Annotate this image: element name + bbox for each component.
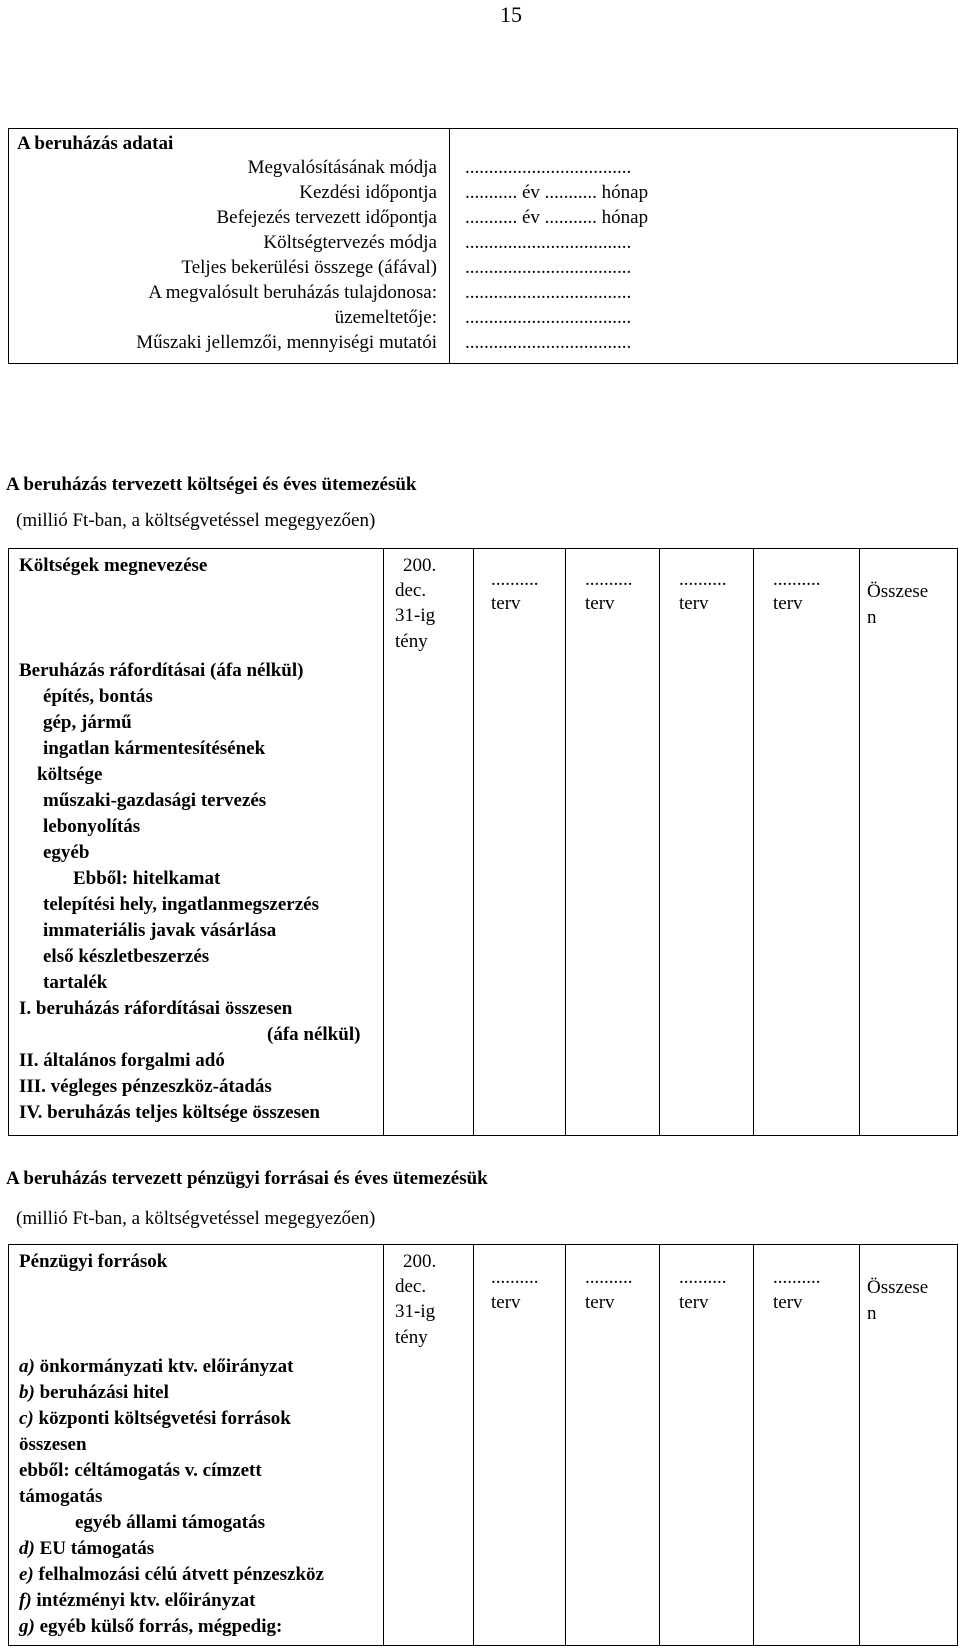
row-text: egyéb állami támogatás	[75, 1512, 265, 1533]
cost-row: (áfa nélkül)	[267, 1024, 361, 1045]
funding-row	[19, 1457, 262, 1484]
funding-row	[19, 1431, 87, 1458]
column-divider	[753, 549, 754, 1135]
row-text: EU támogatás	[34, 1538, 155, 1559]
row-prefix: d)	[19, 1538, 35, 1559]
actual-header-line: tény	[395, 1327, 428, 1348]
row-prefix: e)	[19, 1564, 34, 1585]
row-prefix: g)	[19, 1616, 35, 1637]
row-text: felhalmozási célú átvett pénzeszköz	[33, 1564, 324, 1585]
field-label: Költségtervezés módja	[263, 232, 437, 253]
cost-row: lebonyolítás	[43, 816, 141, 837]
field-label: A megvalósult beruházás tulajdonosa:	[148, 282, 437, 303]
total-header-line: n	[867, 607, 877, 628]
costs-section-subtitle: (millió Ft-ban, a költségvetéssel megegyezően)	[16, 510, 376, 531]
cost-row: építés, bontás	[43, 686, 153, 707]
plan-year-placeholder: ..........	[585, 569, 633, 590]
row-prefix: a)	[19, 1356, 35, 1377]
actual-header-line: dec.	[395, 580, 427, 601]
column-divider	[859, 549, 860, 1135]
field-value[interactable]: ...................................	[465, 232, 632, 253]
row-text: ebből: céltámogatás v. címzett	[19, 1460, 262, 1481]
funding-row	[19, 1535, 154, 1562]
column-divider	[565, 1245, 566, 1645]
plan-year-placeholder: ..........	[773, 569, 821, 590]
costs-section-title: A beruházás tervezett költségei és éves ütemezésük	[6, 474, 417, 495]
plan-year-placeholder: ..........	[679, 1267, 727, 1288]
project-data-heading: A beruházás adatai	[17, 133, 174, 154]
field-value[interactable]: ...................................	[465, 157, 632, 178]
plan-header: terv	[491, 593, 521, 614]
plan-header: terv	[773, 1292, 803, 1313]
column-divider	[565, 549, 566, 1135]
funding-table	[8, 1244, 958, 1646]
row-text: önkormányzati ktv. előirányzat	[34, 1356, 294, 1377]
field-label: Megvalósításának módja	[247, 157, 437, 178]
cost-row: műszaki-gazdasági tervezés	[43, 790, 267, 811]
column-divider	[449, 129, 450, 363]
field-value[interactable]: ...................................	[465, 332, 632, 353]
column-divider	[753, 1245, 754, 1645]
column-divider	[659, 1245, 660, 1645]
field-label: Befejezés tervezett időpontja	[216, 207, 437, 228]
field-value[interactable]: ........... év ........... hónap	[465, 207, 649, 228]
funding-row	[75, 1509, 265, 1536]
funding-name-header: Pénzügyi források	[19, 1251, 168, 1272]
cost-row: IV. beruházás teljes költsége összesen	[19, 1102, 320, 1123]
plan-year-placeholder: ..........	[679, 569, 727, 590]
field-value[interactable]: ........... év ........... hónap	[465, 182, 649, 203]
page-number: 15	[500, 2, 522, 27]
row-prefix: b)	[19, 1382, 35, 1403]
row-text: összesen	[19, 1434, 87, 1455]
field-label: Műszaki jellemzői, mennyiségi mutatói	[136, 332, 437, 353]
total-header-line: Összese	[867, 1277, 929, 1298]
plan-year-placeholder: ..........	[585, 1267, 633, 1288]
cost-row: egyéb	[43, 842, 90, 863]
funding-row	[19, 1613, 282, 1640]
project-data-table	[8, 128, 958, 364]
total-header-line: Összese	[867, 581, 929, 602]
actual-header-line: tény	[395, 631, 428, 652]
total-header-line: n	[867, 1303, 877, 1324]
actual-header-line: 200.	[403, 555, 437, 576]
field-value[interactable]: ...................................	[465, 307, 632, 328]
cost-row: Ebből: hitelkamat	[73, 868, 221, 889]
funding-section-subtitle: (millió Ft-ban, a költségvetéssel megegyezően)	[16, 1208, 376, 1229]
funding-row	[19, 1353, 293, 1380]
cost-row: gép, jármű	[43, 712, 132, 733]
row-text: támogatás	[19, 1486, 103, 1507]
row-prefix: c)	[19, 1408, 34, 1429]
cost-row: immateriális javak vásárlása	[43, 920, 277, 941]
funding-row	[19, 1483, 102, 1510]
cost-row: tartalék	[43, 972, 108, 993]
cost-row: II. általános forgalmi adó	[19, 1050, 225, 1071]
actual-header-line: dec.	[395, 1276, 427, 1297]
actual-header-line: 200.	[403, 1251, 437, 1272]
column-divider	[383, 1245, 384, 1645]
actual-header-line: 31-ig	[395, 605, 436, 626]
column-divider	[473, 1245, 474, 1645]
funding-row	[19, 1587, 255, 1614]
cost-row: ingatlan kármentesítésének	[43, 738, 266, 759]
plan-header: terv	[585, 593, 615, 614]
plan-year-placeholder: ..........	[491, 569, 539, 590]
cost-row: költsége	[37, 764, 103, 785]
funding-row	[19, 1379, 169, 1406]
row-text: intézményi ktv. előirányzat	[31, 1590, 256, 1611]
row-prefix: f)	[19, 1590, 32, 1611]
cost-row: telepítési hely, ingatlanmegszerzés	[43, 894, 319, 915]
plan-header: terv	[679, 1292, 709, 1313]
column-divider	[473, 549, 474, 1135]
costs-name-header: Költségek megnevezése	[19, 555, 208, 576]
cost-row: I. beruházás ráfordításai összesen	[19, 998, 293, 1019]
funding-row	[19, 1405, 291, 1432]
plan-header: terv	[585, 1292, 615, 1313]
field-value[interactable]: ...................................	[465, 282, 632, 303]
actual-header-line: 31-ig	[395, 1301, 436, 1322]
row-text: egyéb külső forrás, mégpedig:	[34, 1616, 283, 1637]
plan-header: terv	[679, 593, 709, 614]
plan-header: terv	[491, 1292, 521, 1313]
cost-row: Beruházás ráfordításai (áfa nélkül)	[19, 660, 304, 681]
column-divider	[859, 1245, 860, 1645]
row-text: beruházási hitel	[34, 1382, 169, 1403]
funding-row	[19, 1561, 324, 1588]
costs-table	[8, 548, 958, 1136]
column-divider	[659, 549, 660, 1135]
field-label: üzemeltetője:	[334, 307, 437, 328]
funding-section-title: A beruházás tervezett pénzügyi forrásai és éves ütemezésük	[6, 1168, 488, 1189]
row-text: központi költségvetési források	[33, 1408, 291, 1429]
field-label: Teljes bekerülési összege (áfával)	[181, 257, 437, 278]
plan-header: terv	[773, 593, 803, 614]
cost-row: első készletbeszerzés	[43, 946, 210, 967]
field-value[interactable]: ...................................	[465, 257, 632, 278]
cost-row: III. végleges pénzeszköz-átadás	[19, 1076, 272, 1097]
column-divider	[383, 549, 384, 1135]
field-label: Kezdési időpontja	[299, 182, 437, 203]
plan-year-placeholder: ..........	[773, 1267, 821, 1288]
plan-year-placeholder: ..........	[491, 1267, 539, 1288]
